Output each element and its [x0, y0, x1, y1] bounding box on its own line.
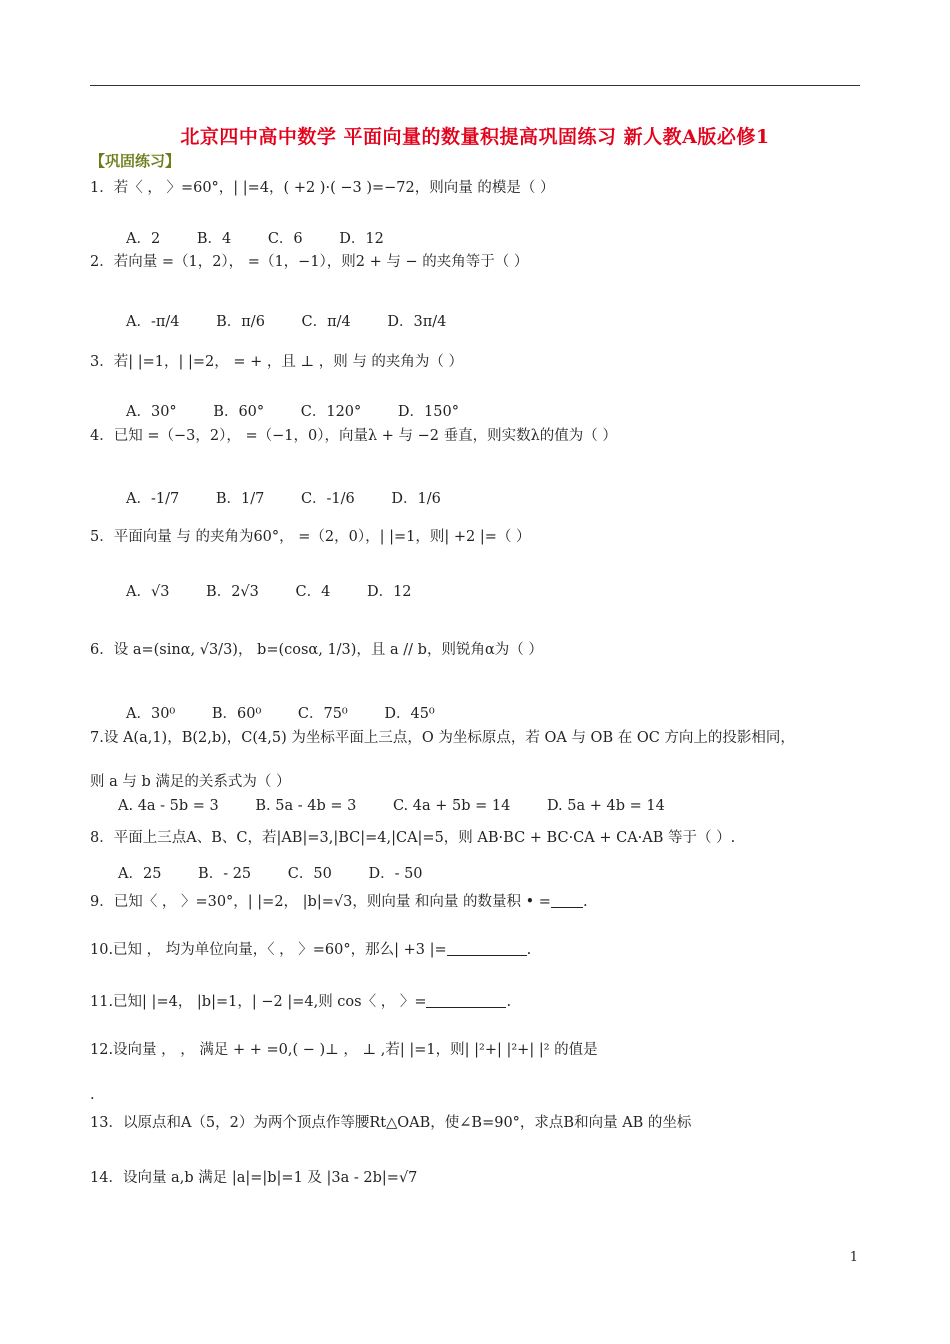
option-d: D．- 50 [368, 866, 423, 882]
question-3-options [126, 400, 491, 421]
question-7-continued [90, 772, 865, 792]
option-c: C．6 [267, 231, 303, 247]
question-5-options [126, 580, 444, 601]
question-7 [90, 728, 865, 748]
option-b: B．π/6 [216, 314, 265, 330]
option-b: B．60° [213, 404, 265, 420]
option-b: B．- 25 [198, 866, 252, 882]
document-title: 北京四中高中数学 平面向量的数量积提高巩固练习 新人教A版必修1 [180, 126, 770, 148]
option-a: A．30⁰ [126, 706, 176, 722]
header-rule [90, 85, 860, 86]
question-11-text: 11.已知| |=4， |b|=1，| −2 |=4,则 cos〈 ， 〉= [90, 994, 427, 1010]
option-d: D．12 [366, 584, 412, 600]
question-9: 9．已知〈 ， 〉=30°，| |=2， |b|=√3，则向量 和向量 的数量积 • = . [90, 894, 588, 910]
question-10-text: 10.已知 ， 均为单位向量，〈 ， 〉=60°，那么| +3 |= [90, 942, 447, 958]
answer-blank[interactable] [426, 1006, 506, 1008]
question-1-options [126, 227, 416, 248]
question-2-options [126, 310, 478, 331]
option-c: C．50 [287, 866, 332, 882]
option-c: C. 4a + 5b = 14 [392, 798, 511, 814]
option-a: A．√3 [126, 584, 170, 600]
answer-blank[interactable] [551, 906, 583, 908]
option-d: D．1/6 [391, 491, 441, 507]
question-12 [90, 1040, 865, 1060]
question-8-text: 8．平面上三点A、B、C，若|AB|=3,|BC|=4,|CA|=5，则 AB·BC + BC·CA + CA·AB 等于（ ）. [90, 830, 736, 846]
question-4 [90, 426, 865, 446]
question-11: 11.已知| |=4， |b|=1，| −2 |=4,则 cos〈 ， 〉= . [90, 994, 512, 1010]
option-a: A．-1/7 [126, 491, 180, 507]
question-12-tail [90, 1085, 865, 1105]
option-d: D. 5a + 4b = 14 [546, 798, 665, 814]
question-8 [90, 828, 865, 848]
option-a: A．2 [126, 231, 161, 247]
question-7-options [118, 798, 697, 814]
option-d: D．45⁰ [384, 706, 435, 722]
option-d: D．3π/4 [387, 314, 447, 330]
option-a: A．30° [126, 404, 177, 420]
option-d: D．150° [397, 404, 459, 420]
option-b: B．60⁰ [211, 706, 262, 722]
question-1 [90, 178, 865, 198]
option-a: A．25 [118, 866, 162, 882]
question-6 [90, 640, 865, 660]
option-a: A．-π/4 [126, 314, 180, 330]
option-d: D．12 [339, 231, 384, 247]
question-13-text: 13．以原点和A（5，2）为两个顶点作等腰Rt△OAB，使∠B=90°，求点B和向量 AB 的坐标 [90, 1115, 692, 1131]
option-c: C．75⁰ [297, 706, 348, 722]
option-b: B. 5a - 4b = 3 [255, 798, 357, 814]
question-9-text: 9．已知〈 ， 〉=30°，| |=2， |b|=√3，则向量 和向量 的数量积 • = [90, 894, 551, 910]
question-8-options [118, 862, 455, 883]
question-6-text: 6．设 a=(sinα, √3/3)， b=(cosα, 1/3)，且 a // b，则锐角α为（ ） [90, 642, 543, 658]
option-c: C．π/4 [301, 314, 351, 330]
option-c: C．-1/6 [300, 491, 355, 507]
option-c: C．120° [300, 404, 362, 420]
option-b: B．1/7 [215, 491, 265, 507]
question-1-text: 1．若〈 ， 〉=60°，| |=4，( +2 )·( −3 )=−72，则向量 的模是（ ） [90, 180, 555, 196]
answer-blank[interactable] [447, 954, 527, 956]
question-7-line-2: 则 a 与 b 满足的关系式为（ ） [90, 774, 291, 790]
option-b: B．4 [196, 231, 232, 247]
section-heading: 【巩固练习】 [90, 152, 181, 170]
question-5-text: 5．平面向量 与 的夹角为60°， =（2，0），| |=1，则| +2 |=（ ） [90, 529, 531, 545]
question-2-text: 2．若向量 =（1，2）， =（1，−1），则2 + 与 − 的夹角等于（ ） [90, 254, 529, 270]
question-4-options [126, 487, 473, 508]
question-10: 10.已知 ， 均为单位向量，〈 ， 〉=60°，那么| +3 |= . [90, 942, 532, 958]
option-a: A. 4a - 5b = 3 [118, 798, 219, 814]
question-14-text: 14．设向量 a,b 满足 |a|=|b|=1 及 |3a - 2b|=√7 [90, 1170, 418, 1186]
page-number: 1 [849, 1250, 858, 1265]
question-2 [90, 252, 865, 272]
question-4-text: 4．已知 =（−3，2）， =（−1，0），向量λ + 与 −2 垂直，则实数λ的值为（ ） [90, 428, 617, 444]
question-12-text: 12.设向量 ， ， 满足 + + =0,( − )⊥ ， ⊥ ,若| |=1，则| |²+| |²+| |² 的值是 [90, 1042, 598, 1058]
question-3 [90, 352, 865, 372]
question-3-text: 3．若| |=1，| |=2， = + ，且 ⊥ ，则 与 的夹角为（ ） [90, 354, 464, 370]
option-b: B．2√3 [206, 584, 259, 600]
question-14 [90, 1168, 865, 1188]
option-c: C．4 [295, 584, 331, 600]
question-13 [90, 1113, 865, 1133]
question-7-line-1: 7.设 A(a,1)，B(2,b)，C(4,5) 为坐标平面上三点，O 为坐标原点，若 OA 与 OB 在 OC 方向上的投影相同， [90, 730, 795, 746]
question-12-tail-text: . [90, 1087, 95, 1103]
question-6-options [126, 702, 467, 723]
question-5 [90, 527, 865, 547]
